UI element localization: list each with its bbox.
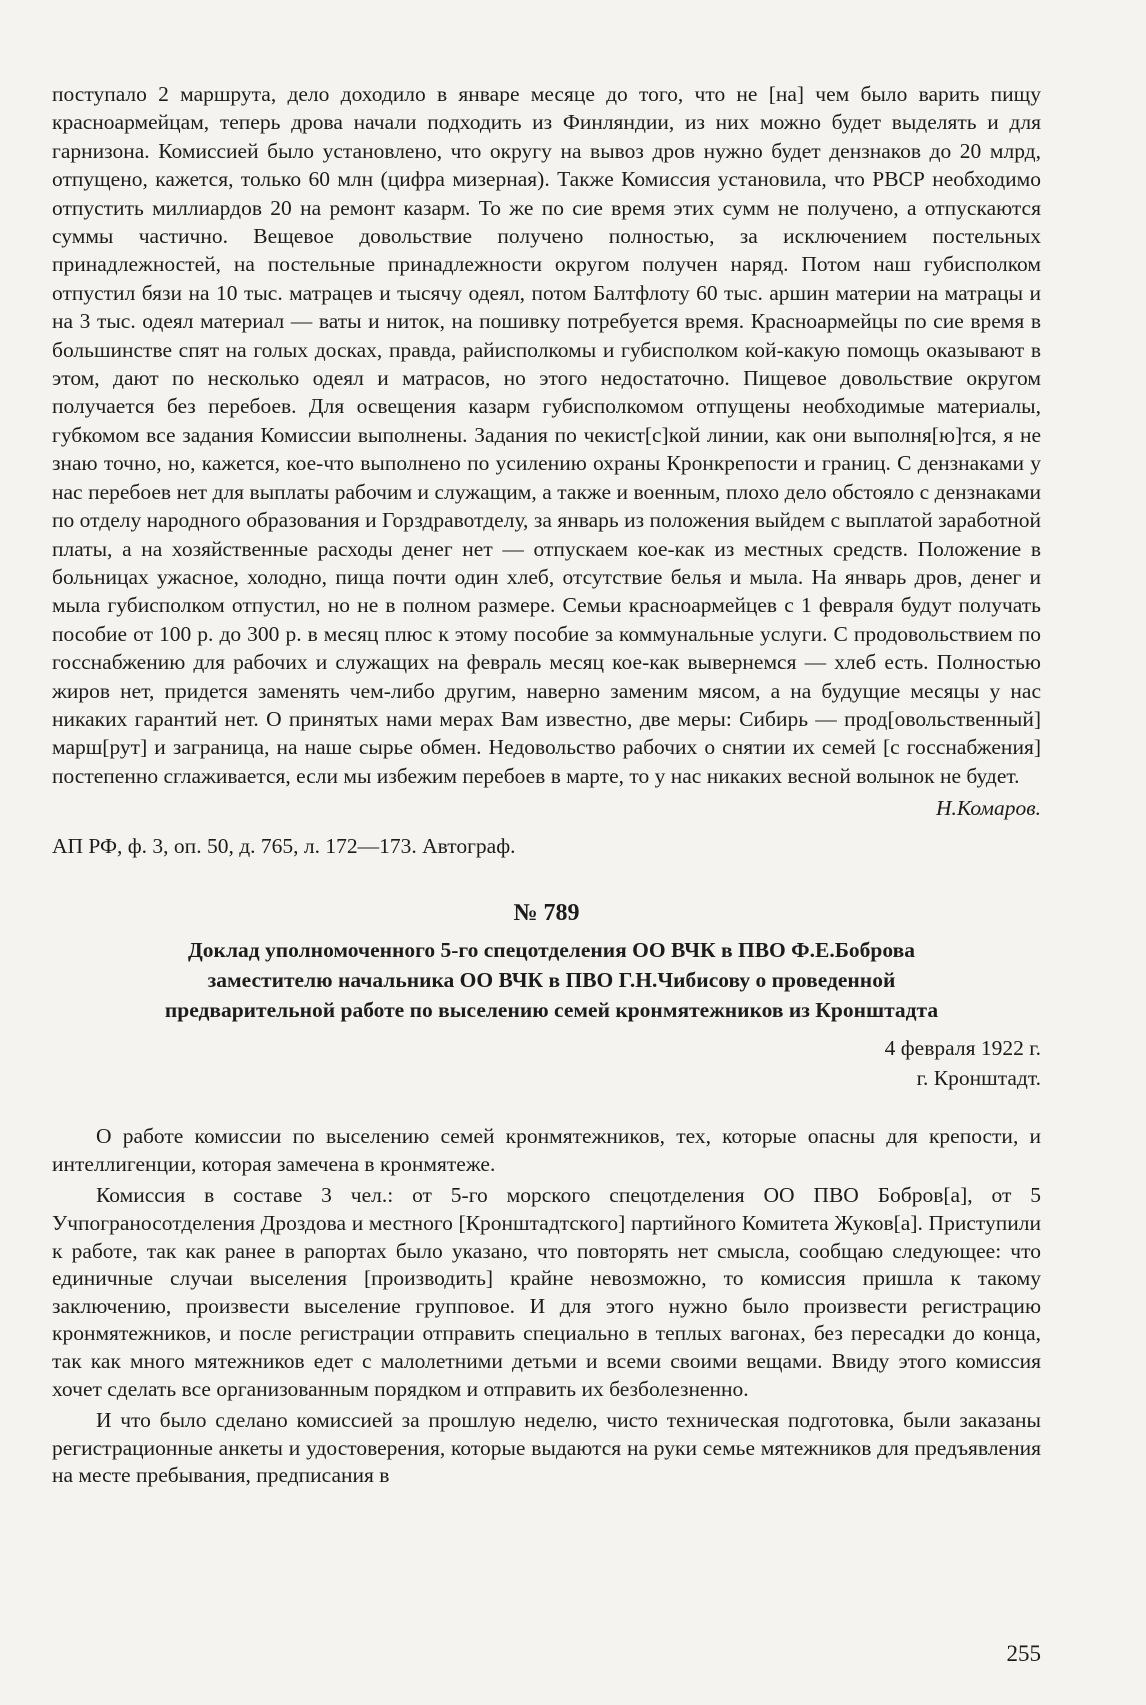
page-number: 255	[1006, 1641, 1041, 1666]
body-paragraph: О работе комиссии по выселению семей кронмятежников, тех, которые опасны для крепости, и интеллигенции, которая замечена в кронмятеже.	[52, 1124, 1041, 1176]
document-body	[52, 1123, 1041, 1490]
body-paragraph: И что было сделано комиссией за прошлую неделю, чисто техническая подготовка, были заказаны регистрационные анкеты и удостоверения, которые выдаются на руки семье мятежников для предъявления на месте пребывания, предписания в	[52, 1408, 1041, 1488]
document-title-line: заместителю начальника ОО ВЧК в ПВО Г.Н.Чибисову о проведенной	[207, 968, 896, 993]
document-date: 4 февраля 1922 г.	[884, 1036, 1041, 1061]
document-place: г. Кронштадт.	[916, 1066, 1041, 1091]
document-title-line: предварительной работе по выселению семей кронмятежников из Кронштадта	[164, 998, 939, 1023]
continued-paragraph: поступало 2 маршрута, дело доходило в январе месяце до того, что не [на] чем было варить пищу красноармейцам, теперь дрова начали подходить из Финляндии, из них можно будет выделять и для гарнизона. Комиссией было установлено, что округу на вывоз дров нужно будет дензнаков до 20 млрд, отпущено, кажется, только 60 млн (цифра мизерная). Также Комиссия установила, что РВСР необходимо отпустить миллиардов 20 на ремонт казарм. То же по сие время этих сумм не получено, а отпускаются суммы частично. Вещевое довольствие получено полностью, за исключением постельных принадлежностей, на постельные принадлежности округом получен наряд. Потом наш губисполком отпустил бязи на 10 тыс. матрацев и тысячу одеял, потом Балтфлоту 60 тыс. аршин материи на матрацы и на 3 тыс. одеял материал — ваты и ниток, на пошивку потребуется время. Красноармейцы по сие время в большинстве спят на голых досках, правда, райисполкомы и губисполком кой-какую помощь оказывают в этом, дают по несколько одеял и матрасов, но этого недостаточно. Пищевое довольствие округом получается без перебоев. Для освещения казарм губисполкомом отпущены необходимые материалы, губкомом все задания Комиссии выполнены. Задания по чекист[с]кой линии, как они выполня[ю]тся, я не знаю точно, но, кажется, кое-что выполнено по усилению охраны Кронкрепости и границ. С дензнаками у нас перебоев нет для выплаты рабочим и служащим, а также и военным, плохо дело обстояло с дензнаками по отделу народного образования и Горздравотделу, за январь из положения выйдем с выплатой заработной платы, а на хозяйственные расходы денег нет — отпускаем кое-как из местных средств. Положение в больницах ужасное, холодно, пища почти один хлеб, отсутствие белья и мыла. На январь дров, денег и мыла губисполком отпустил, но не в полном размере. Семьи красноармейцев с 1 февраля будут получать пособие от 100 р. до 300 р. в месяц плюс к этому пособие за коммунальные услуги. С продовольствием по госснабжению для рабочих и служащих на февраль месяц кое-как вывернемся — хлеб есть. Полностью жиров нет, придется заменять чем-либо другим, наверно заменим мясом, а на будущие месяцы у нас никаких гарантий нет. О принятых нами мерах Вам известно, две меры: Сибирь — прод[овольственный] марш[рут] и заграница, на наше сырье обмен. Недовольство рабочих о снятии их семей [с госснабжения] постепенно сглаживается, если мы избежим перебоев в марте, то у нас никаких весной волынок не будет.	[52, 82, 1041, 788]
document-number: № 789	[513, 900, 580, 927]
signature: Н.Комаров.	[936, 796, 1041, 821]
document-title	[52, 935, 1041, 1025]
body-paragraph: Комиссия в составе 3 чел.: от 5-го морского спецотделения ОО ПВО Бобров[а], от 5 Учпограносотделения Дроздова и местного [Кронштадтского] партийного Комитета Жуков[а]. Приступили к работе, так как ранее в рапортах было указано, что повторять нет смысла, сообщаю следующее: что единичные случаи выселения [производить] крайне невозможно, то комиссия пришла к такому заключению, произвести выселение групповое. И для этого нужно было произвести регистрацию кронмятежников, и после регистрации отправить специально в теплых вагонах, без пересадки до конца, так как много мятежников едет с малолетними детьми и всеми своими вещами. Ввиду этого комиссия хочет сделать все организованным порядком и отправить их безболезненно.	[52, 1183, 1041, 1401]
archive-source: АП РФ, ф. 3, оп. 50, д. 765, л. 172—173. Автограф.	[52, 834, 516, 859]
document-title-line: Доклад уполномоченного 5-го спецотделения ОО ВЧК в ПВО Ф.Е.Боброва	[188, 938, 915, 963]
